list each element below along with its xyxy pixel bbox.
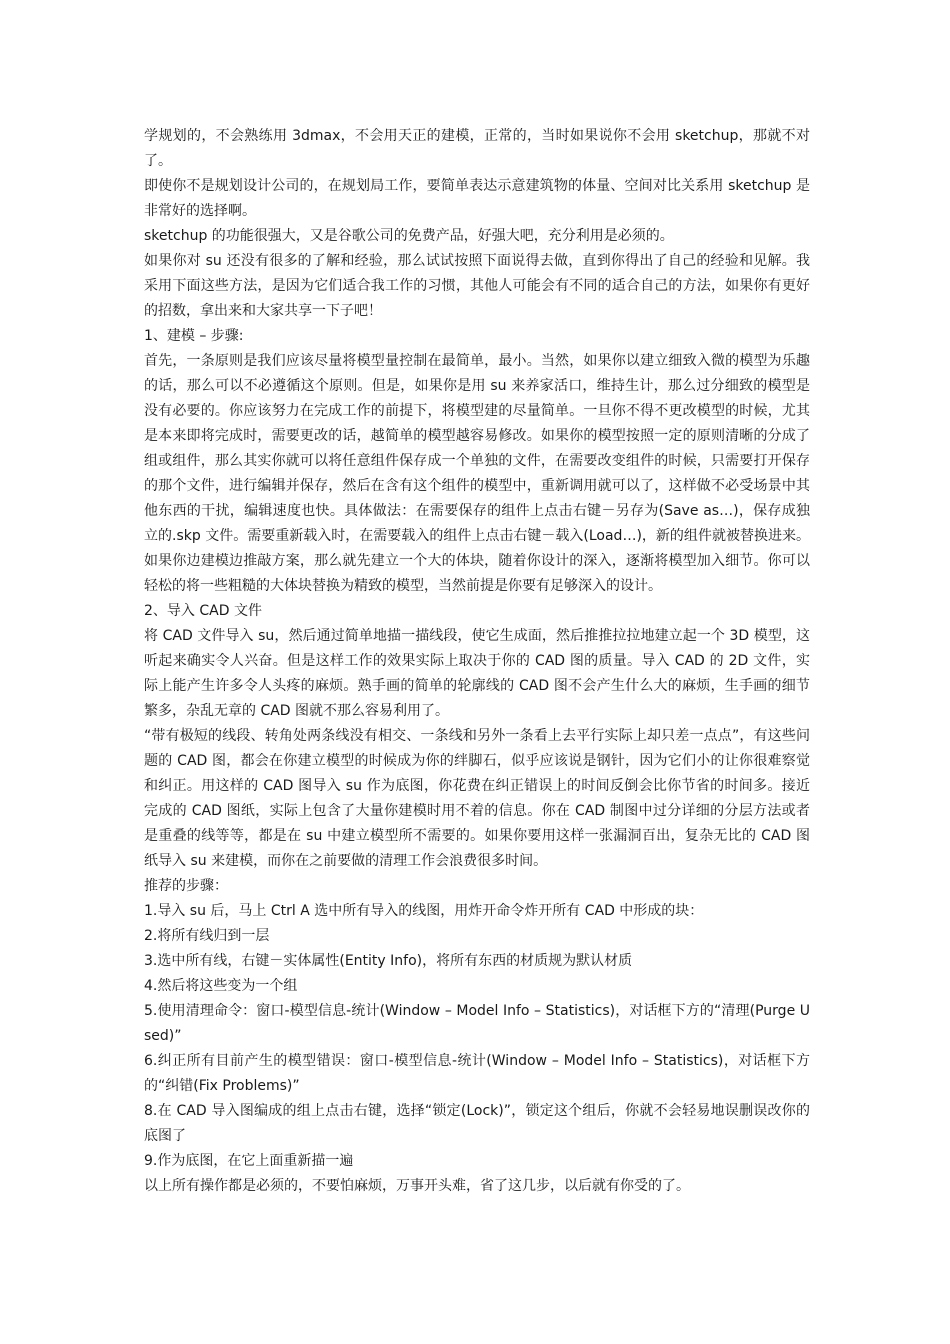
step-item-9: 9.作为底图，在它上面重新描一遍: [144, 1153, 354, 1169]
paragraph-intro-3: sketchup 的功能很强大，又是谷歌公司的免费产品，好强大吧，充分利用是必须的。: [144, 228, 674, 244]
step-item-6: 6.纠正所有目前产生的模型错误：窗口-模型信息-统计(Window – Model Info – Statistics)，对话框下方的“纠错(Fix Problems)”: [144, 1053, 810, 1094]
paragraph-intro-4: 如果你对 su 还没有很多的了解和经验，那么试试按照下面说得去做，直到你得出了自己的经验和见解。我采用下面这些方法，是因为它们适合我工作的习惯，其他人可能会有不同的适合自己的方法，如果你有更好的招数，拿出来和大家共享一下子吧！: [144, 253, 810, 319]
step-item-5: 5.使用清理命令：窗口-模型信息-统计(Window – Model Info – Statistics)，对话框下方的“清理(Purge Used)”: [144, 1003, 810, 1044]
paragraph-modeling: 首先，一条原则是我们应该尽量将模型量控制在最简单，最小。当然，如果你以建立细致入微的模型为乐趣的话，那么可以不必遵循这个原则。但是，如果你是用 su 来养家活口，维持生计，那么过分细致的模型是没有必要的。你应该努力在完成工作的前提下，将模型建的尽量简单。一旦你不得不更改模型的时候，尤其是本来即将完成时，需要更改的话，越简单的模型越容易修改。如果你的模型按照一定的原则清晰的分成了组或组件，那么其实你就可以将任意组件保存成一个单独的文件，在需要改变组件的时候，只需要打开保存的那个文件，进行编辑并保存，然后在含有这个组件的模型中，重新调用就可以了，这样做不必受场景中其他东西的干扰，编辑速度也快。具体做法：在需要保存的组件上点击右键－另存为(Save as…)，保存成独立的.skp 文件。需要重新载入时，在需要载入的组件上点击右键－载入(Load…)，新的组件就被替换进来。如果你边建模边推敲方案，那么就先建立一个大的体块，随着你设计的深入，逐渐将模型加入细节。你可以轻松的将一些粗糙的大体块替换为精致的模型，当然前提是你要有足够深入的设计。: [144, 353, 810, 594]
document-body: [144, 124, 810, 1199]
section-heading-import-cad: 2、导入 CAD 文件: [144, 603, 262, 619]
step-item-2: 2.将所有线归到一层: [144, 928, 270, 944]
closing-paragraph: 以上所有操作都是必须的，不要怕麻烦，万事开头难，省了这几步，以后就有你受的了。: [144, 1178, 690, 1194]
step-item-1: 1.导入 su 后，马上 Ctrl A 选中所有导入的线图，用炸开命令炸开所有 CAD 中形成的块：: [144, 903, 704, 919]
paragraph-intro-2: 即使你不是规划设计公司的，在规划局工作，要简单表达示意建筑物的体量、空间对比关系用 sketchup 是非常好的选择啊。: [144, 178, 810, 219]
paragraph-import-cad-1: 将 CAD 文件导入 su，然后通过简单地描一描线段，使它生成面，然后推推拉拉地建立起一个 3D 模型，这听起来确实令人兴奋。但是这样工作的效果实际上取决于你的 CAD 图的质量。导入 CAD 的 2D 文件，实际上能产生许多令人头疼的麻烦。熟手画的简单的轮廓线的 CAD 图不会产生什么大的麻烦，生手画的细节繁多，杂乱无章的 CAD 图就不那么容易利用了。: [144, 628, 810, 719]
step-item-3: 3.选中所有线，右键－实体属性(Entity Info)，将所有东西的材质规为默认材质: [144, 953, 633, 969]
paragraph-import-cad-2: “带有极短的线段、转角处两条线没有相交、一条线和另外一条看上去平行实际上却只差一点点”，有这些问题的 CAD 图，都会在你建立模型的时候成为你的绊脚石，似乎应该说是钢针，因为它们小的让你很难察觉和纠正。用这样的 CAD 图导入 su 作为底图，你花费在纠正错误上的时间反倒会比你节省的时间多。接近完成的 CAD 图纸，实际上包含了大量你建模时用不着的信息。你在 CAD 制图中过分详细的分层方法或者是重叠的线等等，都是在 su 中建立模型所不需要的。如果你要用这样一张漏洞百出，复杂无比的 CAD 图纸导入 su 来建模，而你在之前要做的清理工作会浪费很多时间。: [144, 728, 810, 869]
step-item-4: 4.然后将这些变为一个组: [144, 978, 298, 994]
paragraph-intro-1: 学规划的，不会熟练用 3dmax，不会用天正的建模，正常的，当时如果说你不会用 sketchup，那就不对了。: [144, 128, 810, 169]
section-heading-modeling: 1、建模 – 步骤:: [144, 328, 244, 344]
steps-heading: 推荐的步骤：: [144, 878, 228, 894]
step-item-8: 8.在 CAD 导入图编成的组上点击右键，选择“锁定(Lock)”，锁定这个组后，你就不会轻易地误删误改你的底图了: [144, 1103, 810, 1144]
